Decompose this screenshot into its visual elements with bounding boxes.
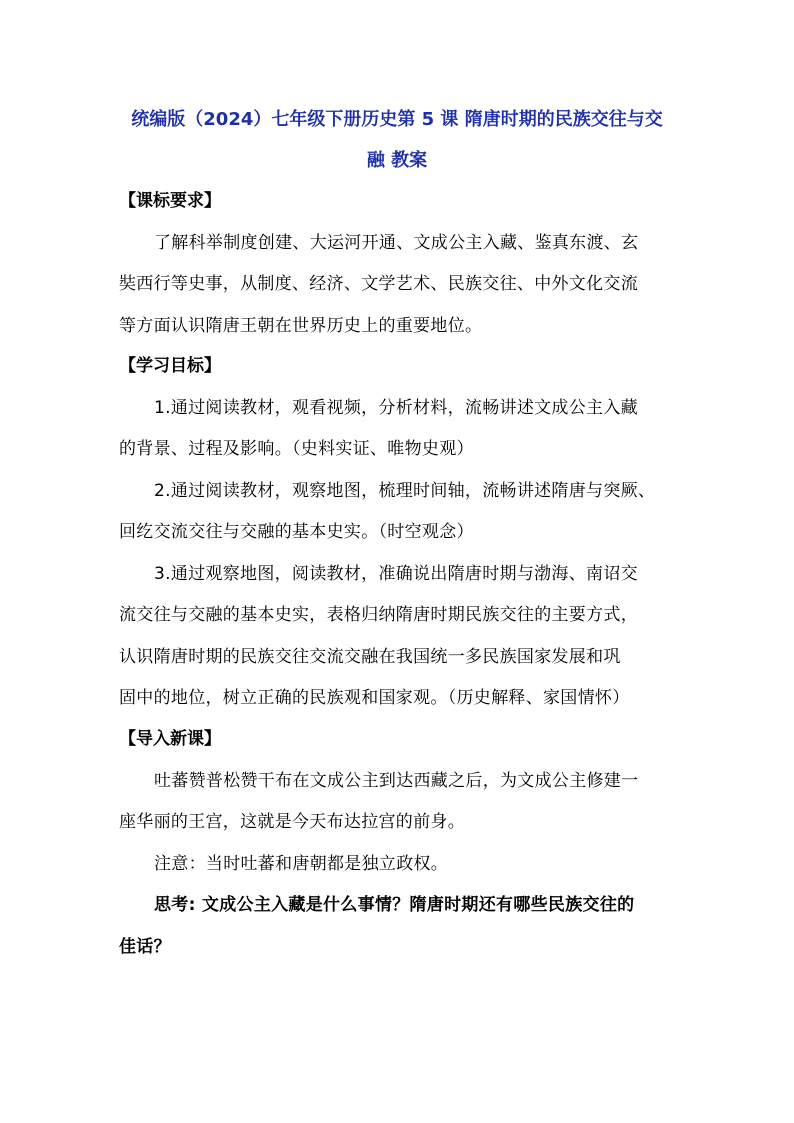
objective-1-line: 1.通过阅读教材，观看视频，分析材料，流畅讲述文成公主入藏 bbox=[154, 398, 638, 418]
objective-2-line: 2.通过阅读教材，观察地图，梳理时间轴，流畅讲述隋唐与突厥、 bbox=[154, 481, 656, 501]
document-title-line-1: 统编版（2024）七年级下册历史第 5 课 隋唐时期的民族交往与交 bbox=[131, 109, 663, 130]
curriculum-text-line: 奘西行等史事，从制度、经济、文学艺术、民族交往、中外文化交流 bbox=[119, 274, 638, 294]
intro-text-line: 座华丽的王宫，这就是今天布达拉宫的前身。 bbox=[119, 812, 465, 832]
document-title-line-2: 融 教案 bbox=[366, 150, 428, 171]
objective-3-line: 流交往与交融的基本史实，表格归纳隋唐时期民族交往的主要方式， bbox=[119, 605, 638, 625]
think-question-line: 思考: 文成公主入藏是什么事情？隋唐时期还有哪些民族交往的 bbox=[154, 895, 635, 915]
note-line: 注意：当时吐蕃和唐朝都是独立政权。 bbox=[154, 854, 449, 874]
objective-3-line: 3.通过观察地图，阅读教材，准确说出隋唐时期与渤海、南诏交 bbox=[154, 564, 638, 584]
curriculum-text-line: 了解科举制度创建、大运河开通、文成公主入藏、鉴真东渡、玄 bbox=[154, 233, 639, 253]
intro-heading: 【导入新课】 bbox=[119, 729, 221, 749]
objective-2-line: 回纥交流交往与交融的基本史实。（时空观念） bbox=[119, 522, 474, 542]
objective-3-line: 固中的地位，树立正确的民族观和国家观。（历史解释、家国情怀） bbox=[119, 688, 630, 708]
objective-3-line: 认识隋唐时期的民族交往交流交融在我国统一多民族国家发展和巩 bbox=[119, 647, 621, 667]
objective-1-line: 的背景、过程及影响。（史料实证、唯物史观） bbox=[119, 439, 474, 459]
think-question-line: 佳话？ bbox=[119, 937, 171, 957]
objectives-heading: 【学习目标】 bbox=[119, 356, 221, 376]
intro-text-line: 吐蕃赞普松赞干布在文成公主到达西藏之后，为文成公主修建一 bbox=[154, 771, 639, 791]
curriculum-text-line: 等方面认识隋唐王朝在世界历史上的重要地位。 bbox=[119, 316, 483, 336]
curriculum-heading: 【课标要求】 bbox=[119, 191, 221, 211]
